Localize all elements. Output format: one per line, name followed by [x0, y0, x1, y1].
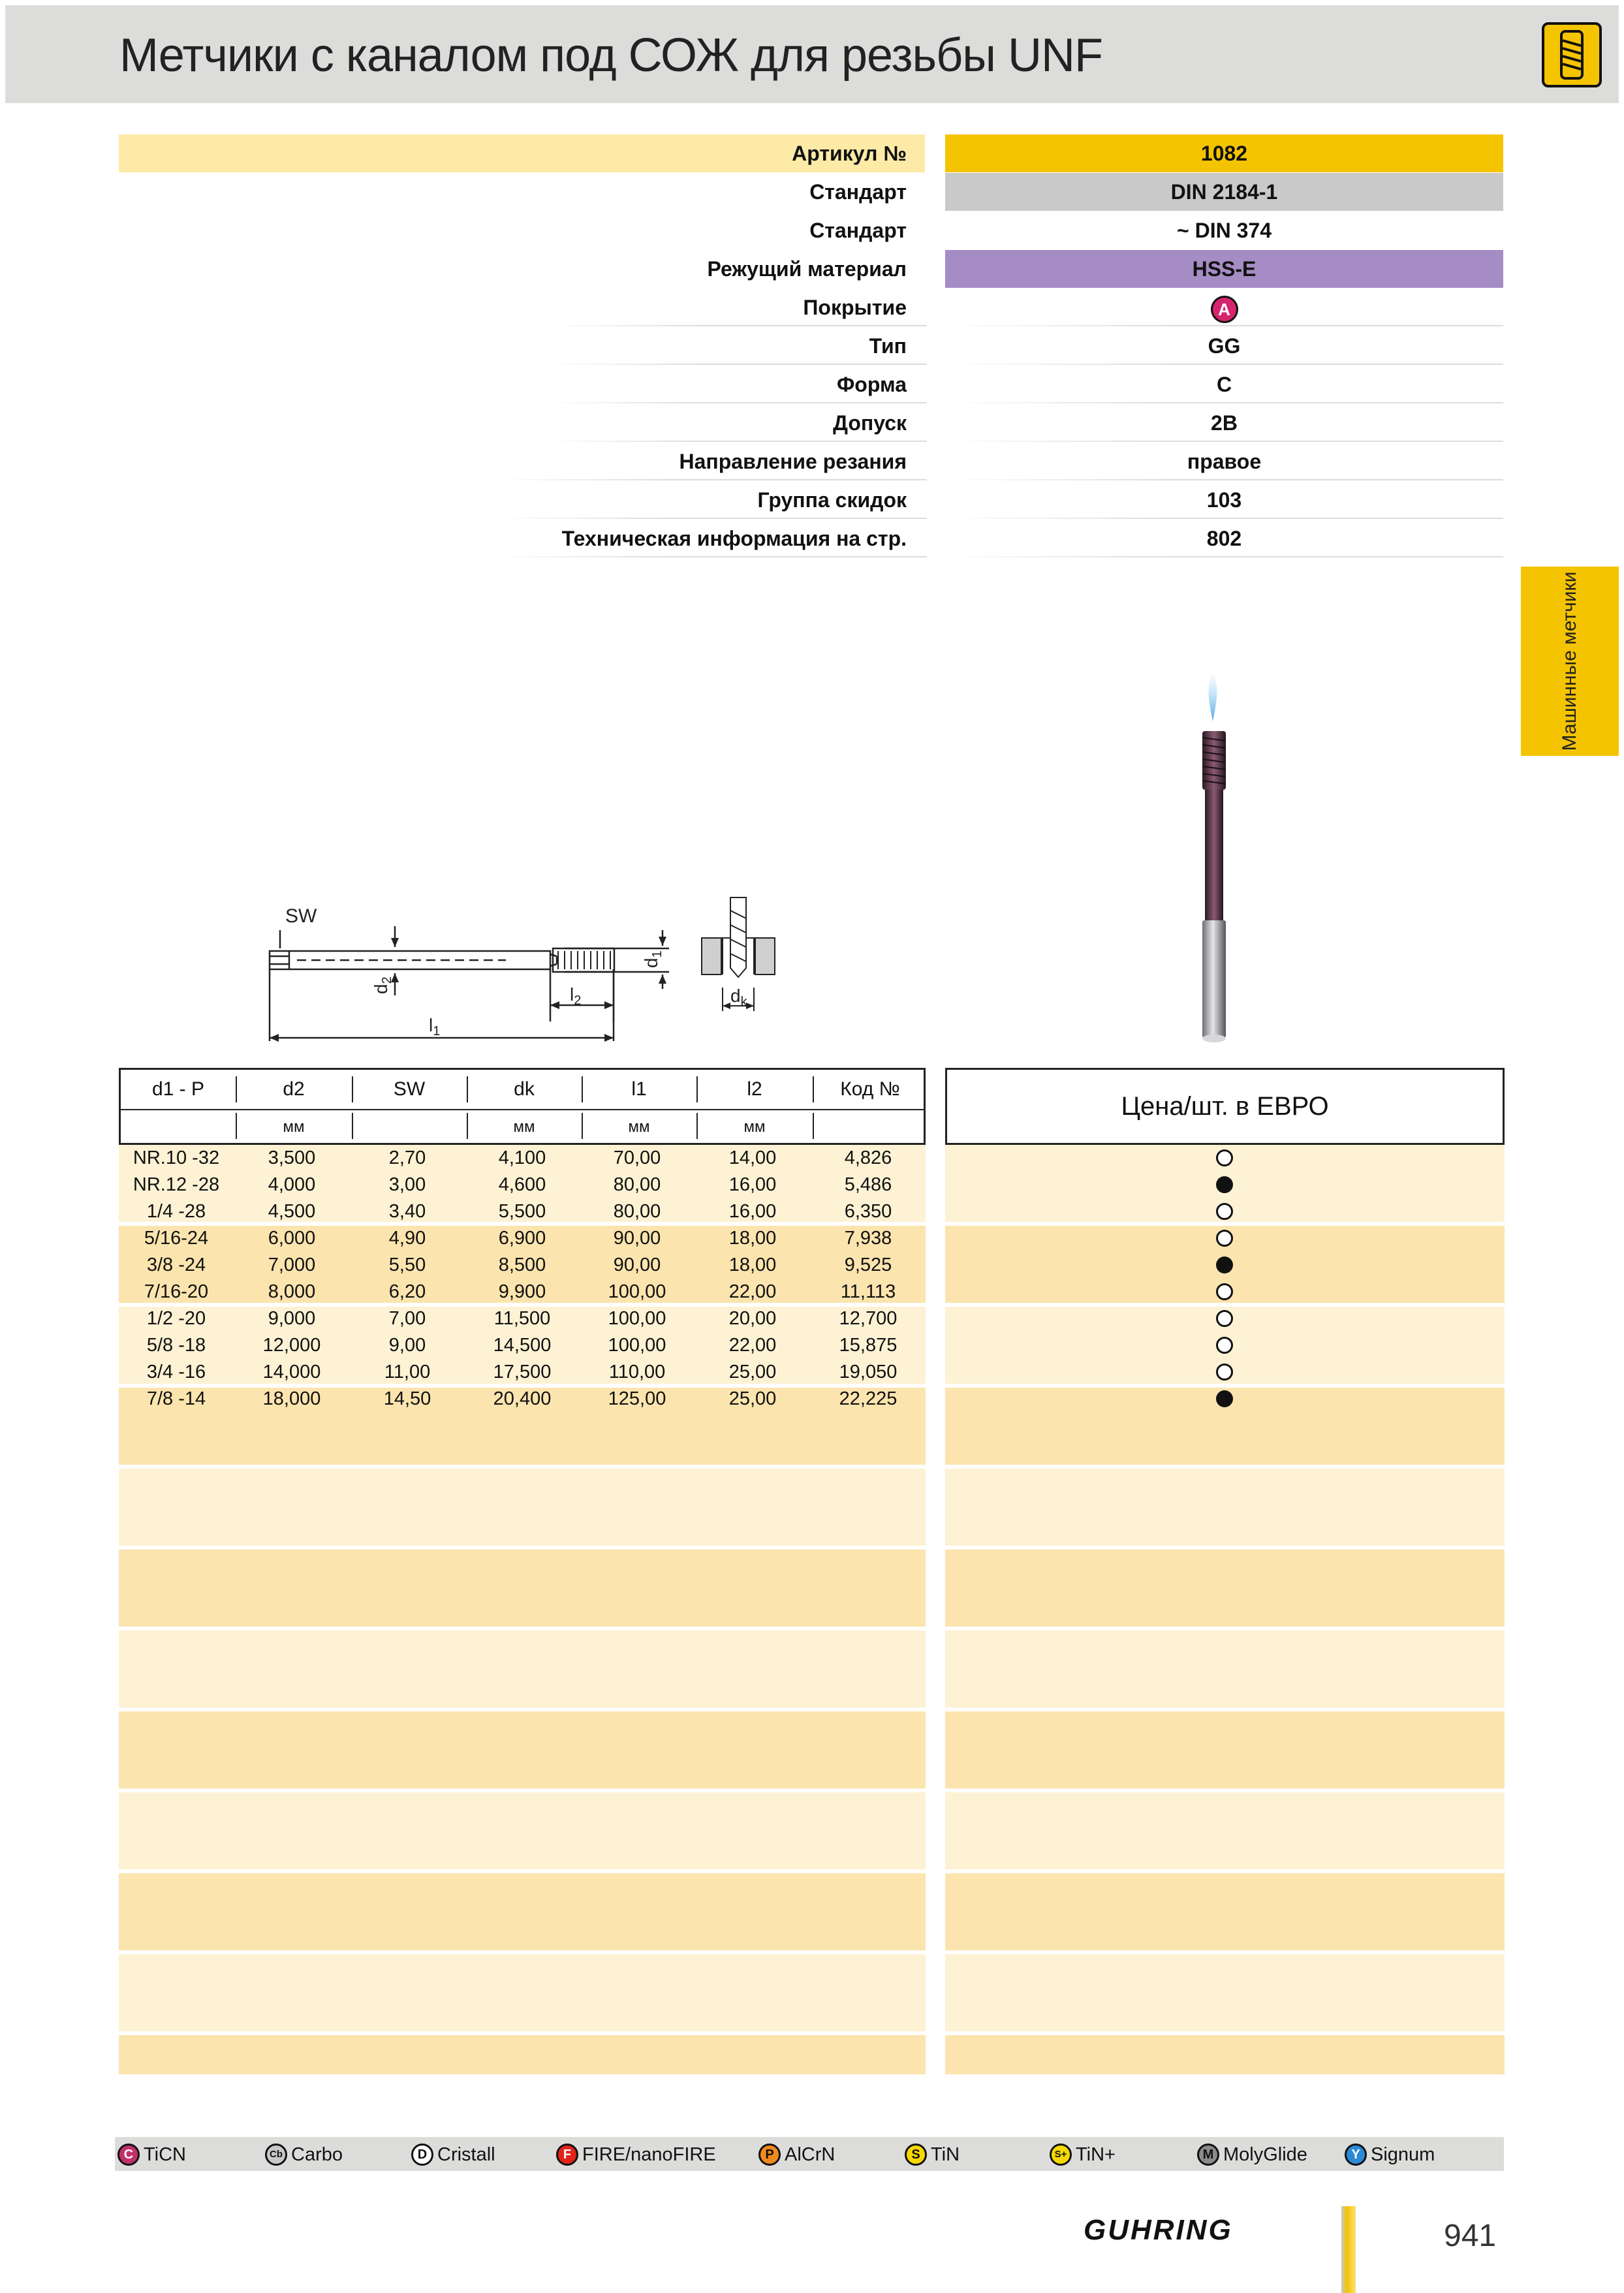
stock-dot-open-icon: [1216, 1364, 1233, 1380]
column-unit: мм: [743, 1118, 766, 1136]
price-header: Цена/шт. в ЕВРО: [945, 1068, 1505, 1145]
coating-name: AlCrN: [785, 2144, 835, 2165]
coating-badge-icon: M: [1197, 2144, 1219, 2166]
drawing-label-l1: l: [429, 1015, 433, 1035]
table-cell: 4,826: [844, 1147, 892, 1168]
table-cell: 3,500: [268, 1147, 316, 1168]
table-cell: 6,000: [268, 1228, 316, 1249]
column-divider: [352, 1076, 353, 1102]
table-cell: 3,00: [388, 1174, 426, 1195]
column-divider: [813, 1113, 814, 1139]
coating-name: TiN+: [1076, 2144, 1116, 2165]
drawing-label-dk: d: [730, 986, 741, 1006]
spec-value: C: [1216, 373, 1232, 396]
spec-label: Режущий материал: [707, 257, 907, 281]
table-cell: 12,000: [262, 1335, 321, 1356]
coating-badge-icon: S+: [1050, 2144, 1072, 2166]
table-cell: NR.12 -28: [133, 1174, 220, 1195]
column-divider: [696, 1076, 698, 1102]
price-band: [945, 1792, 1505, 1869]
table-cell: 9,00: [388, 1335, 426, 1356]
spec-label: Артикул №: [792, 142, 907, 165]
coating-name: MolyGlide: [1223, 2144, 1307, 2165]
table-cell: 4,600: [498, 1174, 546, 1195]
table-cell: 18,000: [262, 1388, 321, 1409]
coating-name: Signum: [1371, 2144, 1435, 2165]
column-header: dk: [514, 1078, 535, 1100]
svg-text:d2: [371, 976, 394, 994]
table-cell: 6,350: [844, 1201, 892, 1222]
column-unit: [121, 1110, 236, 1144]
column-divider: [582, 1076, 583, 1102]
table-row: [119, 1172, 926, 1198]
table-cell: 7,000: [268, 1255, 316, 1275]
table-band: [119, 1711, 926, 1788]
coating-badge-icon: F: [556, 2144, 578, 2166]
column-divider: [696, 1113, 698, 1139]
spec-value: ~ DIN 374: [1177, 219, 1272, 242]
coating-name: Cristall: [437, 2144, 495, 2165]
tap-icon: [1542, 22, 1602, 87]
page-number: 941: [1444, 2219, 1497, 2253]
column-divider: [236, 1113, 237, 1139]
table-cell: 8,500: [498, 1255, 546, 1275]
section-tab-label: Машинные метчики: [1559, 571, 1580, 751]
spec-label: Техническая информация на стр.: [561, 527, 907, 550]
table-cell: 18,00: [728, 1228, 777, 1249]
table-cell: 5/16-24: [144, 1228, 209, 1249]
table-cell: 6,900: [498, 1228, 546, 1249]
column-divider: [352, 1113, 353, 1139]
coating-item: [1345, 2144, 1435, 2166]
table-cell: 19,050: [839, 1362, 898, 1382]
brand-logo: GUHRING: [1084, 2214, 1233, 2246]
table-row: [119, 1145, 926, 1172]
table-row: [119, 1198, 926, 1225]
coating-badge-icon: Y: [1345, 2144, 1367, 2166]
coating-name: TiN: [931, 2144, 960, 2165]
drawing-label-d2-sub: 2: [380, 976, 394, 984]
table-cell: 15,875: [839, 1335, 898, 1356]
table-row: [119, 1225, 926, 1252]
drawing-label-sw: SW: [285, 905, 317, 927]
table-cell: 4,000: [268, 1174, 316, 1195]
stock-dot-open-icon: [1216, 1203, 1233, 1220]
table-cell: 7/16-20: [144, 1281, 209, 1302]
coating-badge: A: [1211, 296, 1238, 323]
drawing-label-d2: d: [371, 984, 391, 994]
column-divider: [813, 1076, 814, 1102]
column-header: d1 - P: [151, 1078, 205, 1100]
table-cell: 20,00: [728, 1308, 777, 1329]
technical-drawing: [258, 891, 813, 1048]
spec-value: 802: [1206, 527, 1242, 550]
table-cell: 5,500: [498, 1201, 546, 1222]
spec-row-divider: [945, 479, 1503, 480]
table-row: [119, 1279, 926, 1305]
spec-row-divider: [945, 441, 1503, 442]
table-cell: 3/8 -24: [146, 1255, 206, 1275]
table-cell: 7/8 -14: [146, 1388, 206, 1409]
table-cell: 100,00: [608, 1308, 666, 1329]
svg-text:l2: [570, 984, 581, 1008]
column-header: SW: [393, 1078, 426, 1100]
table-cell: 2,70: [388, 1147, 426, 1168]
spec-label: Допуск: [833, 411, 907, 435]
drawing-label-l2-sub: 2: [574, 993, 582, 1008]
table-cell: 100,00: [608, 1281, 666, 1302]
table-cell: 25,00: [728, 1362, 777, 1382]
table-cell: 7,938: [844, 1228, 892, 1249]
table-cell: 18,00: [728, 1255, 777, 1275]
table-cell: 6,20: [388, 1281, 426, 1302]
stock-dot-open-icon: [1216, 1337, 1233, 1354]
spec-row-divider: [496, 479, 927, 480]
column-divider: [467, 1076, 468, 1102]
coating-item: [411, 2144, 495, 2166]
stock-dot-open-icon: [1216, 1149, 1233, 1166]
table-cell: 14,000: [262, 1362, 321, 1382]
column-unit: [813, 1110, 928, 1144]
stock-dot-filled-icon: [1216, 1390, 1233, 1407]
drawing-label-d1-sub: 1: [650, 950, 664, 958]
price-band: [945, 1630, 1505, 1708]
spec-row-divider: [945, 364, 1503, 365]
table-cell: 100,00: [608, 1335, 666, 1356]
table-cell: 7,00: [388, 1308, 426, 1329]
table-cell: 8,000: [268, 1281, 316, 1302]
coating-item: [265, 2144, 343, 2166]
table-cell: 16,00: [728, 1201, 777, 1222]
page-title: Метчики с каналом под СОЖ для резьбы UNF: [119, 29, 1102, 82]
table-cell: 12,700: [839, 1308, 898, 1329]
spec-label: Стандарт: [809, 180, 907, 204]
table-cell: NR.10 -32: [133, 1147, 220, 1168]
spec-row-divider: [548, 402, 927, 403]
table-cell: 14,50: [383, 1388, 431, 1409]
svg-text:d1: [641, 950, 664, 968]
table-cell: 11,113: [840, 1281, 896, 1302]
stock-dot-open-icon: [1216, 1230, 1233, 1247]
spec-row-divider: [945, 518, 1503, 519]
svg-text:l1: [429, 1015, 440, 1038]
table-cell: 5,50: [388, 1255, 426, 1275]
spec-value: HSS-E: [1192, 257, 1257, 281]
stock-dot-filled-icon: [1216, 1256, 1233, 1273]
column-unit: мм: [513, 1118, 535, 1136]
coating-badge-icon: Cb: [265, 2144, 287, 2166]
drawing-label-d1: d: [641, 958, 661, 968]
table-cell: 5/8 -18: [146, 1335, 206, 1356]
table-cell: 4,500: [268, 1201, 316, 1222]
coating-name: TiCN: [144, 2144, 186, 2165]
table-cell: 11,500: [493, 1308, 551, 1329]
column-header: l2: [747, 1078, 762, 1100]
table-row: [119, 1359, 926, 1386]
coating-badge-icon: S: [905, 2144, 927, 2166]
table-cell: 3,40: [388, 1201, 426, 1222]
coating-item: [1197, 2144, 1307, 2166]
spec-row-divider: [945, 325, 1503, 326]
table-cell: 17,500: [493, 1362, 552, 1382]
price-band: [945, 2035, 1505, 2074]
spec-label: Стандарт: [809, 219, 907, 242]
stock-dot-open-icon: [1216, 1310, 1233, 1327]
table-cell: 1/2 -20: [146, 1308, 206, 1329]
column-divider: [467, 1113, 468, 1139]
spec-row-divider: [548, 325, 927, 326]
spec-label: Тип: [869, 334, 907, 358]
coating-name: Carbo: [291, 2144, 343, 2165]
coating-item: [758, 2144, 835, 2166]
table-cell: 22,00: [728, 1281, 777, 1302]
table-cell: 16,00: [728, 1174, 777, 1195]
table-band: [119, 1550, 926, 1627]
table-cell: 9,525: [844, 1255, 892, 1275]
column-header: l1: [631, 1078, 647, 1100]
table-band: [119, 1630, 926, 1708]
drawing-label-l1-sub: 1: [433, 1024, 441, 1038]
table-band: [119, 1873, 926, 1950]
table-cell: 22,225: [839, 1388, 898, 1409]
table-cell: 14,00: [728, 1147, 777, 1168]
spec-value: DIN 2184-1: [1170, 180, 1278, 204]
table-row: [119, 1252, 926, 1279]
drawing-label-l2: l: [570, 984, 574, 1005]
table-header: [119, 1068, 926, 1145]
table-cell: 1/4 -28: [146, 1201, 206, 1222]
column-header: d2: [283, 1078, 305, 1100]
price-band: [945, 1550, 1505, 1627]
column-unit: мм: [283, 1118, 305, 1136]
table-cell: 22,00: [728, 1335, 777, 1356]
coating-badge-icon: P: [758, 2144, 781, 2166]
column-unit: мм: [628, 1118, 650, 1136]
drawing-label-dk-sub: k: [740, 995, 747, 1009]
table-cell: 80,00: [613, 1201, 661, 1222]
table-cell: 11,00: [384, 1362, 431, 1382]
spec-row-divider: [548, 441, 927, 442]
spec-row-divider: [548, 364, 927, 365]
table-cell: 125,00: [608, 1388, 666, 1409]
brand-accent-bar: [1341, 2206, 1356, 2293]
column-header: Код №: [840, 1078, 900, 1100]
spec-value: [945, 289, 1503, 326]
table-cell: 9,000: [268, 1308, 316, 1329]
coating-item: [1050, 2144, 1116, 2166]
spec-row-divider: [496, 518, 927, 519]
table-row: [119, 1332, 926, 1359]
spec-row-divider: [496, 556, 927, 557]
spec-value: 1082: [1200, 142, 1248, 165]
section-tab: [1521, 567, 1619, 756]
table-band: [119, 1792, 926, 1869]
spec-value: 103: [1206, 488, 1242, 512]
table-cell: 20,400: [493, 1388, 552, 1409]
table-cell: 90,00: [613, 1228, 661, 1249]
coating-badge-icon: C: [117, 2144, 140, 2166]
svg-text:dk: [730, 986, 748, 1009]
table-cell: 90,00: [613, 1255, 661, 1275]
column-divider: [236, 1076, 237, 1102]
price-band: [945, 1954, 1505, 2031]
price-band: [945, 1873, 1505, 1950]
stock-dot-open-icon: [1216, 1283, 1233, 1300]
price-band: [945, 1711, 1505, 1788]
table-cell: 25,00: [728, 1388, 777, 1409]
table-band: [119, 1469, 926, 1546]
table-cell: 110,00: [608, 1362, 666, 1382]
price-band: [945, 1469, 1505, 1546]
spec-label: Направление резания: [679, 450, 907, 473]
stock-dot-filled-icon: [1216, 1176, 1233, 1193]
coating-item: [556, 2144, 716, 2166]
table-cell: 9,900: [498, 1281, 546, 1302]
table-cell: 14,500: [493, 1335, 552, 1356]
table-row: [119, 1305, 926, 1332]
table-cell: 3/4 -16: [146, 1362, 206, 1382]
table-row: [119, 1386, 926, 1412]
spec-row-divider: [945, 402, 1503, 403]
spec-value: GG: [1208, 334, 1241, 358]
table-band: [119, 1954, 926, 2031]
spec-label: Форма: [836, 373, 907, 396]
product-image: [1175, 676, 1253, 1048]
spec-label: Покрытие: [803, 296, 907, 319]
table-band: [119, 2035, 926, 2074]
table-cell: 4,90: [388, 1228, 426, 1249]
coating-item: [117, 2144, 186, 2166]
coating-name: FIRE/nanoFIRE: [582, 2144, 716, 2165]
column-unit: [352, 1110, 467, 1144]
coatings-legend: [115, 2137, 1504, 2171]
spec-label: Группа скидок: [757, 488, 907, 512]
table-cell: 4,100: [498, 1147, 546, 1168]
table-cell: 80,00: [613, 1174, 661, 1195]
page-header: [5, 5, 1619, 103]
column-divider: [582, 1113, 583, 1139]
coating-badge-icon: D: [411, 2144, 433, 2166]
coating-item: [905, 2144, 960, 2166]
table-cell: 70,00: [613, 1147, 661, 1168]
table-cell: 5,486: [844, 1174, 892, 1195]
dimensions-table: [119, 1068, 926, 1145]
spec-row-divider: [945, 556, 1503, 557]
spec-value: 2B: [1211, 411, 1238, 435]
spec-value: правое: [1187, 450, 1262, 473]
